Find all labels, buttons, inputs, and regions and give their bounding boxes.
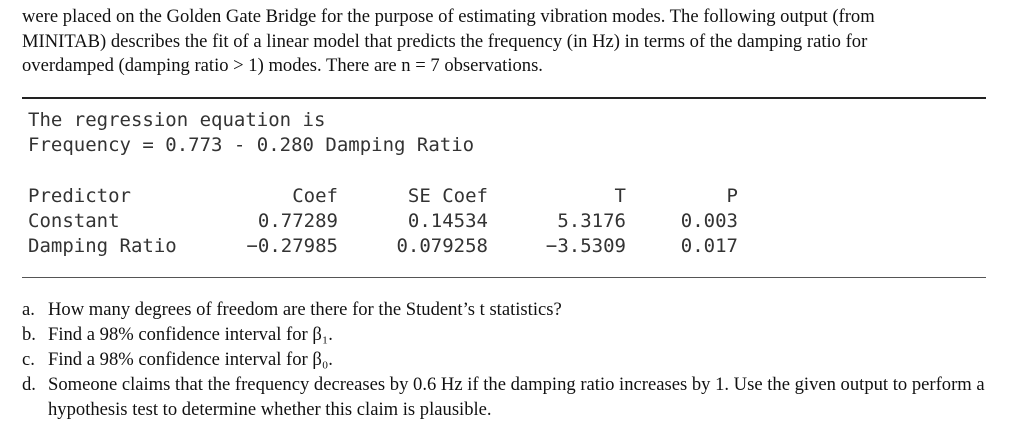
table-row-se-coef: 0.14534 [407, 210, 488, 232]
question-label: c. [22, 349, 35, 370]
question-label: a. [22, 299, 35, 320]
regression-equation: Frequency = 0.773 - 0.280 Damping Ratio [28, 134, 475, 156]
intro-line-2: MINITAB) describes the fit of a linear model that predicts the frequency (in Hz) in terms of the damping ratio for [22, 30, 868, 52]
header-coef: Coef [292, 185, 338, 207]
question-label: d. [22, 374, 36, 395]
question-text: How many degrees of freedom are there for the Student’s t statistics? [48, 299, 562, 320]
question-b [22, 322, 1002, 347]
table-row-p: 0.017 [680, 235, 738, 257]
question-a [22, 297, 1002, 322]
table-row-predictor: Constant [28, 210, 120, 232]
intro-line-3: overdamped (damping ratio > 1) modes. There are n = 7 observations. [22, 55, 543, 76]
equation-heading: The regression equation is [28, 109, 326, 131]
output-top-rule [22, 97, 986, 99]
question-text: Find a 98% confidence interval for β₁. [48, 324, 333, 345]
header-p: P [726, 185, 738, 207]
header-predictor: Predictor [28, 185, 131, 207]
intro-line-1: were placed on the Golden Gate Bridge for the purpose of estimating vibration modes. The following output (from [22, 6, 875, 27]
table-row-coef: 0.77289 [257, 210, 338, 232]
question-label: b. [22, 324, 36, 345]
question-text: Someone claims that the frequency decreases by 0.6 Hz if the damping ratio increases by 1. Use the given output to perform a hypothesis test to determine whether this claim is plausible. [48, 374, 985, 420]
question-list [22, 297, 1002, 422]
question-d [22, 372, 1002, 422]
table-row-coef: −0.27985 [246, 235, 338, 257]
output-bottom-rule [22, 277, 986, 278]
question-c [22, 347, 1002, 372]
table-row-se-coef: 0.079258 [396, 235, 488, 257]
table-row-predictor: Damping Ratio [28, 235, 177, 257]
header-se-coef: SE Coef [407, 185, 488, 207]
table-row-t: 5.3176 [557, 210, 626, 232]
table-row-t: −3.5309 [545, 235, 626, 257]
header-t: T [614, 185, 626, 207]
question-text: Find a 98% confidence interval for β₀. [48, 349, 333, 370]
problem-intro [22, 5, 1002, 79]
table-row-p: 0.003 [680, 210, 738, 232]
